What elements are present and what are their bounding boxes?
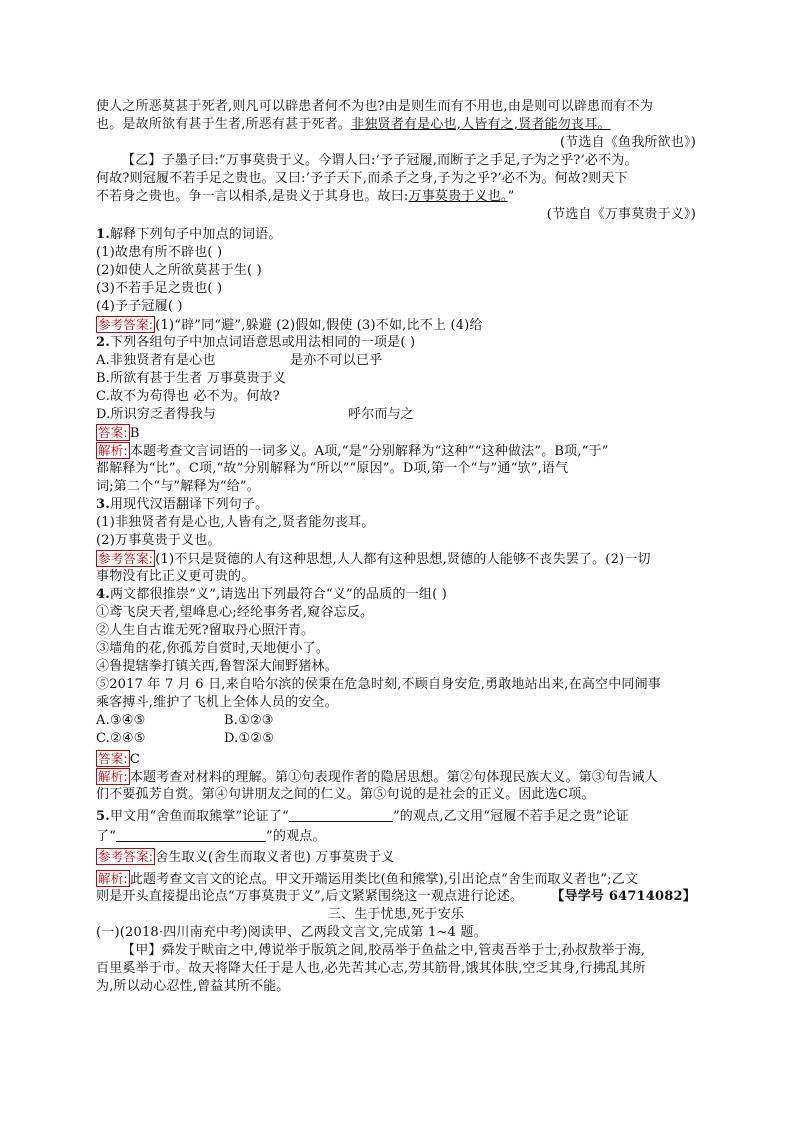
source-note-yi: (节选自《万事莫贵于义》) bbox=[546, 207, 696, 222]
q2-option-d bbox=[96, 406, 696, 424]
q1-answer bbox=[96, 316, 696, 335]
q4-analysis-2: 们不要孤芳自赏。第④句讲朋友之间的仁义。第⑤句说的是社会的正义。因此选C项。 bbox=[96, 787, 595, 802]
q1-item-3: (3)不若手足之贵也( ) bbox=[96, 281, 223, 296]
answer-label: 参考答案: bbox=[98, 849, 154, 864]
q3-item-2: (2)万事莫贵于义也。 bbox=[96, 533, 221, 548]
analysis-text: 本题考查对材料的理解。第①句表现作者的隐居思想。第②句体现民族大义。第③句告诫人 bbox=[129, 770, 658, 785]
option-text-2: 是亦不可以已乎 bbox=[290, 353, 383, 368]
q4-item-5: ⑤2017 年 7 月 6 日,来自哈尔滨的侯秉在危急时刻,不顾自身安危,勇敢地站出来,在高空中同闹事 bbox=[96, 677, 662, 692]
q1-item-2: (2)如使人之所欲莫甚于生( ) bbox=[96, 263, 262, 278]
question-4 bbox=[96, 586, 696, 604]
question-text: 下列各组句子中加点词语意思或用法相同的一项是( ) bbox=[109, 335, 416, 350]
option-a: A.③④⑤ bbox=[96, 713, 146, 728]
q1-item-4: (4)予子冠履( ) bbox=[96, 299, 183, 314]
question-5-line-1 bbox=[96, 808, 696, 826]
answer-label: 答案: bbox=[98, 751, 128, 766]
question-text-2: ”的观点,乙文用“冠履不若手足之贵”论证 bbox=[392, 809, 630, 824]
q2-option-c: C.故不为苟得也 必不为。何故? bbox=[96, 389, 280, 404]
q5-analysis-1 bbox=[96, 870, 696, 889]
question-text: 两文都很推崇“义”,请选出下列最符合“义”的品质的一组( ) bbox=[109, 587, 447, 602]
question-number: 4. bbox=[96, 587, 110, 602]
question-1 bbox=[96, 226, 696, 244]
question-2 bbox=[96, 334, 696, 352]
passage-yi-line-3 bbox=[96, 188, 696, 206]
answer-label: 参考答案: bbox=[98, 317, 154, 332]
analysis-label: 解析: bbox=[98, 769, 128, 784]
analysis-text: 本题考查文言词语的一词多义。A项,“是”分别解释为“这种”“这种做法”。B项,“于” bbox=[129, 444, 609, 459]
passage-jia-2-line-3: 为,所以动心忍性,曾益其所不能。 bbox=[96, 979, 290, 994]
q4-item-4: ④鲁提辖拳打镇关西,鲁智深大闹野猪林。 bbox=[96, 659, 338, 674]
question-text: 了“ bbox=[96, 829, 117, 844]
answer-text: C bbox=[129, 752, 140, 767]
q4-answer bbox=[96, 750, 696, 769]
fill-blank-1[interactable] bbox=[289, 808, 393, 822]
passage-text: 不若身之贵也。争一言以相杀,是贵义于其身也。故曰: bbox=[96, 189, 409, 204]
answer-label: 参考答案: bbox=[98, 551, 154, 566]
closing-quote: ” bbox=[507, 189, 515, 204]
fill-blank-2[interactable] bbox=[116, 828, 266, 842]
underlined-sentence: 非独贤者有是心也,人皆有之,贤者能勿丧耳。 bbox=[351, 117, 611, 132]
q1-item-1: (1)故患有所不辟也( ) bbox=[96, 245, 223, 260]
q3-answer-2: 事物没有比正义更可贵的。 bbox=[96, 569, 255, 584]
answer-text: (1)“辟”同“避”,躲避 (2)假如,假使 (3)不如,比不上 (4)给 bbox=[155, 318, 483, 333]
source-note-jia: (节选自《鱼我所欲也》) bbox=[559, 135, 696, 150]
passage-yi-line-1: 【乙】子墨子曰:“万事莫贵于义。今谓人曰:‘予子冠履,而断子之手足,子为之乎?’必不为。 bbox=[122, 153, 638, 168]
question-5-line-2 bbox=[96, 828, 696, 846]
q2-analysis-3: 词;第二个“与”解释为“给”。 bbox=[96, 479, 260, 494]
q5-analysis-2 bbox=[96, 888, 696, 906]
q4-item-1: ①鸢飞戾天者,望峰息心;经纶事务者,窥谷忘反。 bbox=[96, 605, 374, 620]
underlined-sentence: 万事莫贵于义也。 bbox=[408, 189, 508, 204]
guide-number: 【导学号 64714082】 bbox=[551, 889, 696, 904]
reading-instruction: (一)(2018·四川南充中考)阅读甲、乙两段文言文,完成第 1~4 题。 bbox=[96, 925, 487, 940]
question-text: 解释下列句子中加点的词语。 bbox=[109, 227, 282, 242]
answer-text: 舍生取义(舍生而取义者也) 万事莫贵于义 bbox=[155, 850, 395, 865]
option-text: A.非独贤者有是心也 bbox=[96, 353, 216, 368]
q4-options-ab bbox=[96, 712, 696, 730]
option-text: D.所识穷乏者得我与 bbox=[96, 407, 217, 422]
option-b: B.①②③ bbox=[224, 713, 274, 728]
analysis-text: 则是开头直接提出论点“万事莫贵于义”,后文紧紧围绕这一观点进行论述。 bbox=[96, 889, 524, 904]
passage-jia-2-line-1: 【甲】舜发于畎亩之中,傅说举于版筑之间,胶鬲举于鱼盐之中,管夷吾举于士,孙叔敖举于海, bbox=[122, 943, 646, 958]
option-d: D.①②⑤ bbox=[224, 731, 275, 746]
question-number: 5. bbox=[96, 809, 110, 824]
q4-analysis-1 bbox=[96, 768, 696, 787]
question-text: 用现代汉语翻译下列句子。 bbox=[109, 497, 269, 512]
answer-label: 答案: bbox=[98, 425, 128, 440]
q3-answer-1 bbox=[96, 550, 696, 569]
question-text-2: ”的观点。 bbox=[266, 829, 326, 844]
question-number: 2. bbox=[96, 335, 110, 350]
q4-item-3: ③墙角的花,你孤芳自赏时,天地便小了。 bbox=[96, 641, 330, 656]
option-text-2: 呼尔而与之 bbox=[348, 407, 415, 422]
passage-yi-line-2: 何故?则冠履不若手足之贵也。又曰:‘予子天下,而杀子之身,子为之乎?’必不为。何故?则天下 bbox=[96, 171, 628, 186]
q2-option-a bbox=[96, 352, 696, 370]
question-text: 甲文用“舍鱼而取熊掌”论证了“ bbox=[109, 809, 289, 824]
q2-option-b: B.所欲有甚于生者 万事莫贵于义 bbox=[96, 371, 287, 386]
passage-jia-2-line-2: 百里奚举于市。故天将降大任于是人也,必先苦其心志,劳其筋骨,饿其体肤,空乏其身,行拂乱其所 bbox=[96, 961, 646, 976]
question-number: 1. bbox=[96, 227, 110, 242]
section-heading: 三、生于忧患,死于安乐 bbox=[327, 907, 465, 922]
q3-item-1: (1)非独贤者有是心也,人皆有之,贤者能勿丧耳。 bbox=[96, 515, 375, 530]
q4-options-cd bbox=[96, 730, 696, 748]
passage-jia-line-1: 使人之所恶莫甚于死者,则凡可以辟患者何不为也?由是则生而有不用也,由是则可以辟患而有不为 bbox=[96, 99, 654, 114]
analysis-label: 解析: bbox=[98, 443, 128, 458]
analysis-text: 此题考查文言文的论点。甲文开端运用类比(鱼和熊掌),引出论点“舍生而取义者也”;乙文 bbox=[129, 872, 639, 887]
question-number: 3. bbox=[96, 497, 110, 512]
question-3 bbox=[96, 496, 696, 514]
q4-item-5-cont: 乘客搏斗,维护了飞机上全体人员的安全。 bbox=[96, 695, 338, 710]
option-c: C.②④⑤ bbox=[96, 731, 146, 746]
q2-analysis-2: 都解释为“比”。C项,“故”分别解释为“所以”“原因”。D项,第一个“与”通“欤”,语气 bbox=[96, 461, 569, 476]
passage-text: 也。是故所欲有甚于生者,所恶有甚于死者。 bbox=[96, 117, 352, 132]
analysis-label: 解析: bbox=[98, 871, 128, 886]
q2-analysis-1 bbox=[96, 442, 696, 461]
answer-text: B bbox=[129, 426, 140, 441]
passage-jia-line-2 bbox=[96, 116, 696, 134]
q2-answer bbox=[96, 424, 696, 443]
answer-text: (1)不只是贤德的人有这种思想,人人都有这种思想,贤德的人能够不丧失罢了。(2)一切 bbox=[155, 552, 651, 567]
q5-answer bbox=[96, 848, 696, 867]
q4-item-2: ②人生自古谁无死?留取丹心照汗青。 bbox=[96, 623, 315, 638]
